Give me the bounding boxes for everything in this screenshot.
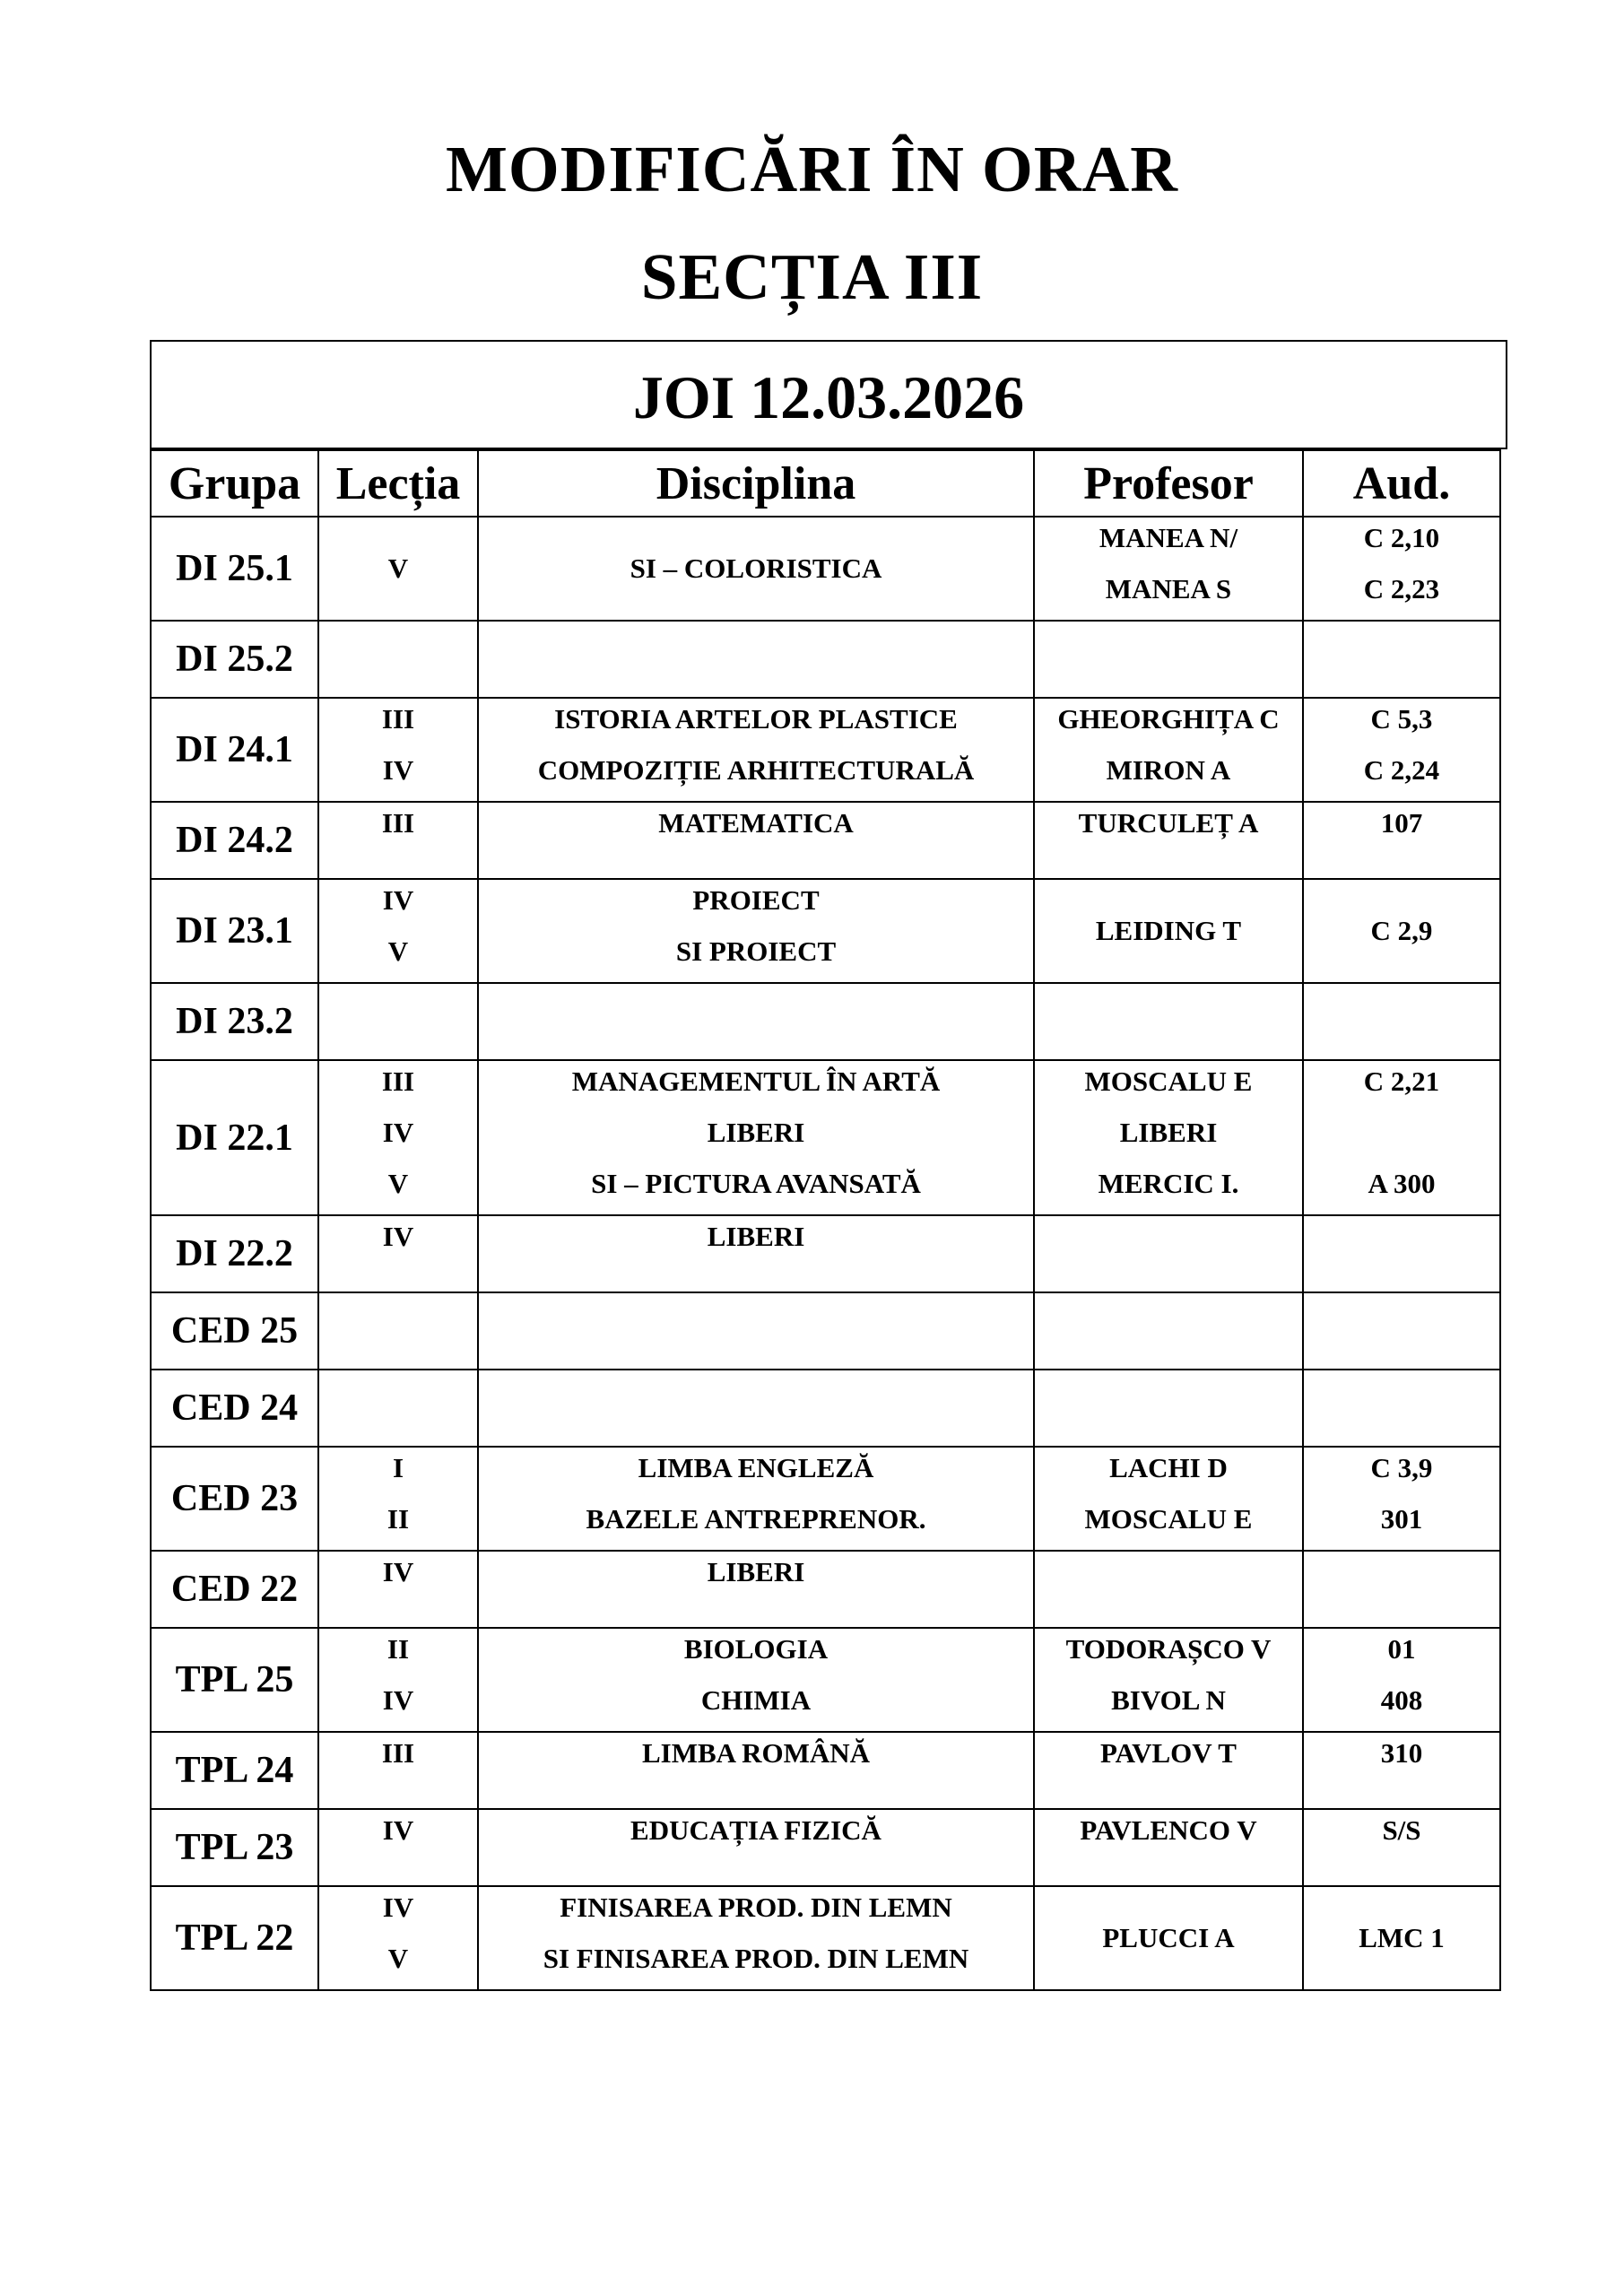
profesor-line: MANEA N/ [1099,522,1238,553]
aud-cell [1303,1809,1500,1886]
profesor-cell [1034,1551,1303,1628]
profesor-cell [1034,1060,1303,1215]
disciplina-line: LIBERI [707,1556,805,1587]
lectia-cell [318,1215,478,1292]
table-row [151,879,1500,983]
aud-line: A 300 [1368,1168,1436,1199]
disciplina-cell [478,983,1034,1060]
profesor-cell [1034,1370,1303,1447]
day-date-heading: JOI 12.03.2026 [150,340,1507,449]
profesor-cell [1034,517,1303,621]
disciplina-cell [478,1215,1034,1292]
aud-line: C 3,9 [1370,1452,1433,1483]
lectia-line: III [381,1737,415,1769]
disciplina-cell [478,621,1034,698]
lectia-line: IV [382,1221,414,1252]
aud-line: 408 [1380,1684,1423,1716]
col-header-lectia: Lecția [318,450,478,517]
aud-cell [1303,1886,1500,1990]
col-header-grupa: Grupa [151,450,318,517]
lectia-line: V [387,552,409,584]
disciplina-cell [478,1551,1034,1628]
grupa-cell: DI 23.2 [151,983,318,1060]
table-row [151,1809,1500,1886]
aud-cell [1303,879,1500,983]
col-header-disciplina: Disciplina [478,450,1034,517]
lectia-line: II [386,1503,410,1535]
grupa-cell: DI 22.1 [151,1060,318,1215]
lectia-line: V [387,1168,409,1199]
aud-cell [1303,1292,1500,1370]
aud-line: 107 [1380,807,1423,839]
table-row [151,621,1500,698]
aud-cell [1303,621,1500,698]
lectia-line: IV [382,754,414,786]
aud-line: LMC 1 [1359,1922,1445,1953]
profesor-cell [1034,879,1303,983]
disciplina-line: ISTORIA ARTELOR PLASTICE [554,703,958,735]
grupa-cell: CED 23 [151,1447,318,1551]
profesor-cell [1034,1447,1303,1551]
disciplina-cell [478,1370,1034,1447]
table-row [151,698,1500,802]
header-row [151,450,1500,517]
lectia-line: II [386,1633,410,1665]
profesor-cell [1034,802,1303,879]
profesor-line: MANEA S [1105,573,1232,604]
lectia-cell [318,879,478,983]
disciplina-line: SI – COLORISTICA [630,552,882,584]
aud-cell [1303,1215,1500,1292]
profesor-cell [1034,983,1303,1060]
disciplina-line: LIMBA ROMÂNĂ [641,1737,871,1769]
lectia-cell [318,517,478,621]
lectia-cell [318,983,478,1060]
table-row [151,1447,1500,1551]
profesor-line: LEIDING T [1095,915,1242,946]
table-row [151,1628,1500,1732]
profesor-cell [1034,1732,1303,1809]
aud-line: C 2,10 [1363,522,1440,553]
profesor-line: MOSCALU E [1084,1503,1253,1535]
disciplina-line: PROIECT [692,884,820,916]
profesor-cell [1034,1628,1303,1732]
profesor-cell [1034,1292,1303,1370]
disciplina-cell [478,1447,1034,1551]
aud-line: C 2,23 [1363,573,1440,604]
lectia-line: IV [382,1892,414,1923]
table-row [151,517,1500,621]
profesor-cell [1034,1809,1303,1886]
lectia-line: IV [382,1814,414,1846]
aud-cell [1303,698,1500,802]
aud-cell [1303,1551,1500,1628]
lectia-cell [318,621,478,698]
disciplina-cell [478,1292,1034,1370]
profesor-line: LIBERI [1119,1117,1218,1148]
aud-line [1304,1112,1499,1163]
table-row [151,1886,1500,1990]
disciplina-line: EDUCAȚIA FIZICĂ [630,1814,881,1846]
grupa-cell: DI 24.2 [151,802,318,879]
profesor-line: BIVOL N [1111,1684,1226,1716]
disciplina-line: SI – PICTURA AVANSATĂ [591,1168,921,1199]
lectia-cell [318,802,478,879]
profesor-line: MOSCALU E [1084,1065,1253,1097]
page-title: MODIFICĂRI ÎN ORAR [446,133,1178,205]
profesor-line: PLUCCI A [1102,1922,1235,1953]
table-row [151,1370,1500,1447]
disciplina-line: LIMBA ENGLEZĂ [638,1452,874,1483]
disciplina-cell [478,1732,1034,1809]
disciplina-cell [478,1060,1034,1215]
aud-line: C 2,9 [1370,915,1433,946]
profesor-line: TODORAȘCO V [1065,1633,1272,1665]
lectia-line: IV [382,1684,414,1716]
profesor-line: MIRON A [1106,754,1231,786]
disciplina-line: COMPOZIȚIE ARHITECTURALĂ [537,754,975,786]
lectia-cell [318,1809,478,1886]
aud-line: 310 [1380,1737,1423,1769]
aud-cell [1303,983,1500,1060]
section-title: SECȚIA III [640,240,984,313]
grupa-cell: DI 25.2 [151,621,318,698]
disciplina-cell [478,1628,1034,1732]
profesor-line: GHEORGHIȚA C [1057,703,1280,735]
disciplina-line: BIOLOGIA [683,1633,829,1665]
disciplina-line: FINISAREA PROD. DIN LEMN [560,1892,952,1923]
table-row [151,983,1500,1060]
lectia-cell [318,1551,478,1628]
grupa-cell: DI 25.1 [151,517,318,621]
lectia-line: V [387,935,409,967]
lectia-cell [318,1060,478,1215]
grupa-cell: TPL 22 [151,1886,318,1990]
profesor-line: PAVLOV T [1100,1737,1237,1769]
grupa-cell: CED 24 [151,1370,318,1447]
table-row [151,1215,1500,1292]
lectia-line: IV [382,1117,414,1148]
profesor-cell [1034,621,1303,698]
lectia-cell [318,1447,478,1551]
disciplina-line: MATEMATICA [658,807,854,839]
lectia-cell [318,1292,478,1370]
lectia-cell [318,1886,478,1990]
lectia-line: III [381,703,415,735]
disciplina-cell [478,1809,1034,1886]
profesor-line: PAVLENCO V [1080,1814,1257,1846]
grupa-cell: DI 22.2 [151,1215,318,1292]
disciplina-cell [478,698,1034,802]
lectia-line: I [392,1452,404,1483]
grupa-cell: TPL 23 [151,1809,318,1886]
disciplina-cell [478,1886,1034,1990]
disciplina-line: SI PROIECT [675,935,837,967]
grupa-cell: TPL 24 [151,1732,318,1809]
table-row [151,802,1500,879]
lectia-line: IV [382,1556,414,1587]
lectia-cell [318,1732,478,1809]
grupa-cell: DI 24.1 [151,698,318,802]
disciplina-line: BAZELE ANTREPRENOR. [586,1503,926,1535]
aud-line: C 5,3 [1370,703,1433,735]
table-row [151,1292,1500,1370]
table-row [151,1551,1500,1628]
aud-line: C 2,24 [1363,754,1440,786]
aud-cell [1303,1628,1500,1732]
aud-cell [1303,517,1500,621]
disciplina-cell [478,879,1034,983]
aud-cell [1303,1060,1500,1215]
disciplina-line: MANAGEMENTUL ÎN ARTĂ [571,1065,941,1097]
profesor-cell [1034,698,1303,802]
aud-line: 01 [1387,1633,1416,1665]
aud-line: C 2,21 [1363,1065,1440,1097]
aud-cell [1303,802,1500,879]
grupa-cell: DI 23.1 [151,879,318,983]
lectia-cell [318,1370,478,1447]
lectia-line: IV [382,884,414,916]
profesor-line: TURCULEȚ A [1078,807,1259,839]
aud-line: 301 [1380,1503,1423,1535]
grupa-cell: TPL 25 [151,1628,318,1732]
aud-cell [1303,1370,1500,1447]
lectia-line: V [387,1943,409,1974]
lectia-cell [318,1628,478,1732]
disciplina-line: LIBERI [707,1117,805,1148]
schedule-table [150,449,1501,1991]
table-row [151,1732,1500,1809]
disciplina-line: CHIMIA [700,1684,812,1716]
lectia-cell [318,698,478,802]
aud-cell [1303,1447,1500,1551]
col-header-profesor: Profesor [1034,450,1303,517]
lectia-line: III [381,1065,415,1097]
aud-line: S/S [1382,1814,1421,1846]
profesor-cell [1034,1886,1303,1990]
table-row [151,1060,1500,1215]
disciplina-cell [478,802,1034,879]
lectia-line: III [381,807,415,839]
col-header-aud: Aud. [1303,450,1500,517]
disciplina-cell [478,517,1034,621]
profesor-line: MERCIC I. [1098,1168,1239,1199]
grupa-cell: CED 22 [151,1551,318,1628]
profesor-line: LACHI D [1109,1452,1228,1483]
grupa-cell: CED 25 [151,1292,318,1370]
aud-cell [1303,1732,1500,1809]
disciplina-line: SI FINISAREA PROD. DIN LEMN [543,1943,969,1974]
profesor-cell [1034,1215,1303,1292]
disciplina-line: LIBERI [707,1221,805,1252]
